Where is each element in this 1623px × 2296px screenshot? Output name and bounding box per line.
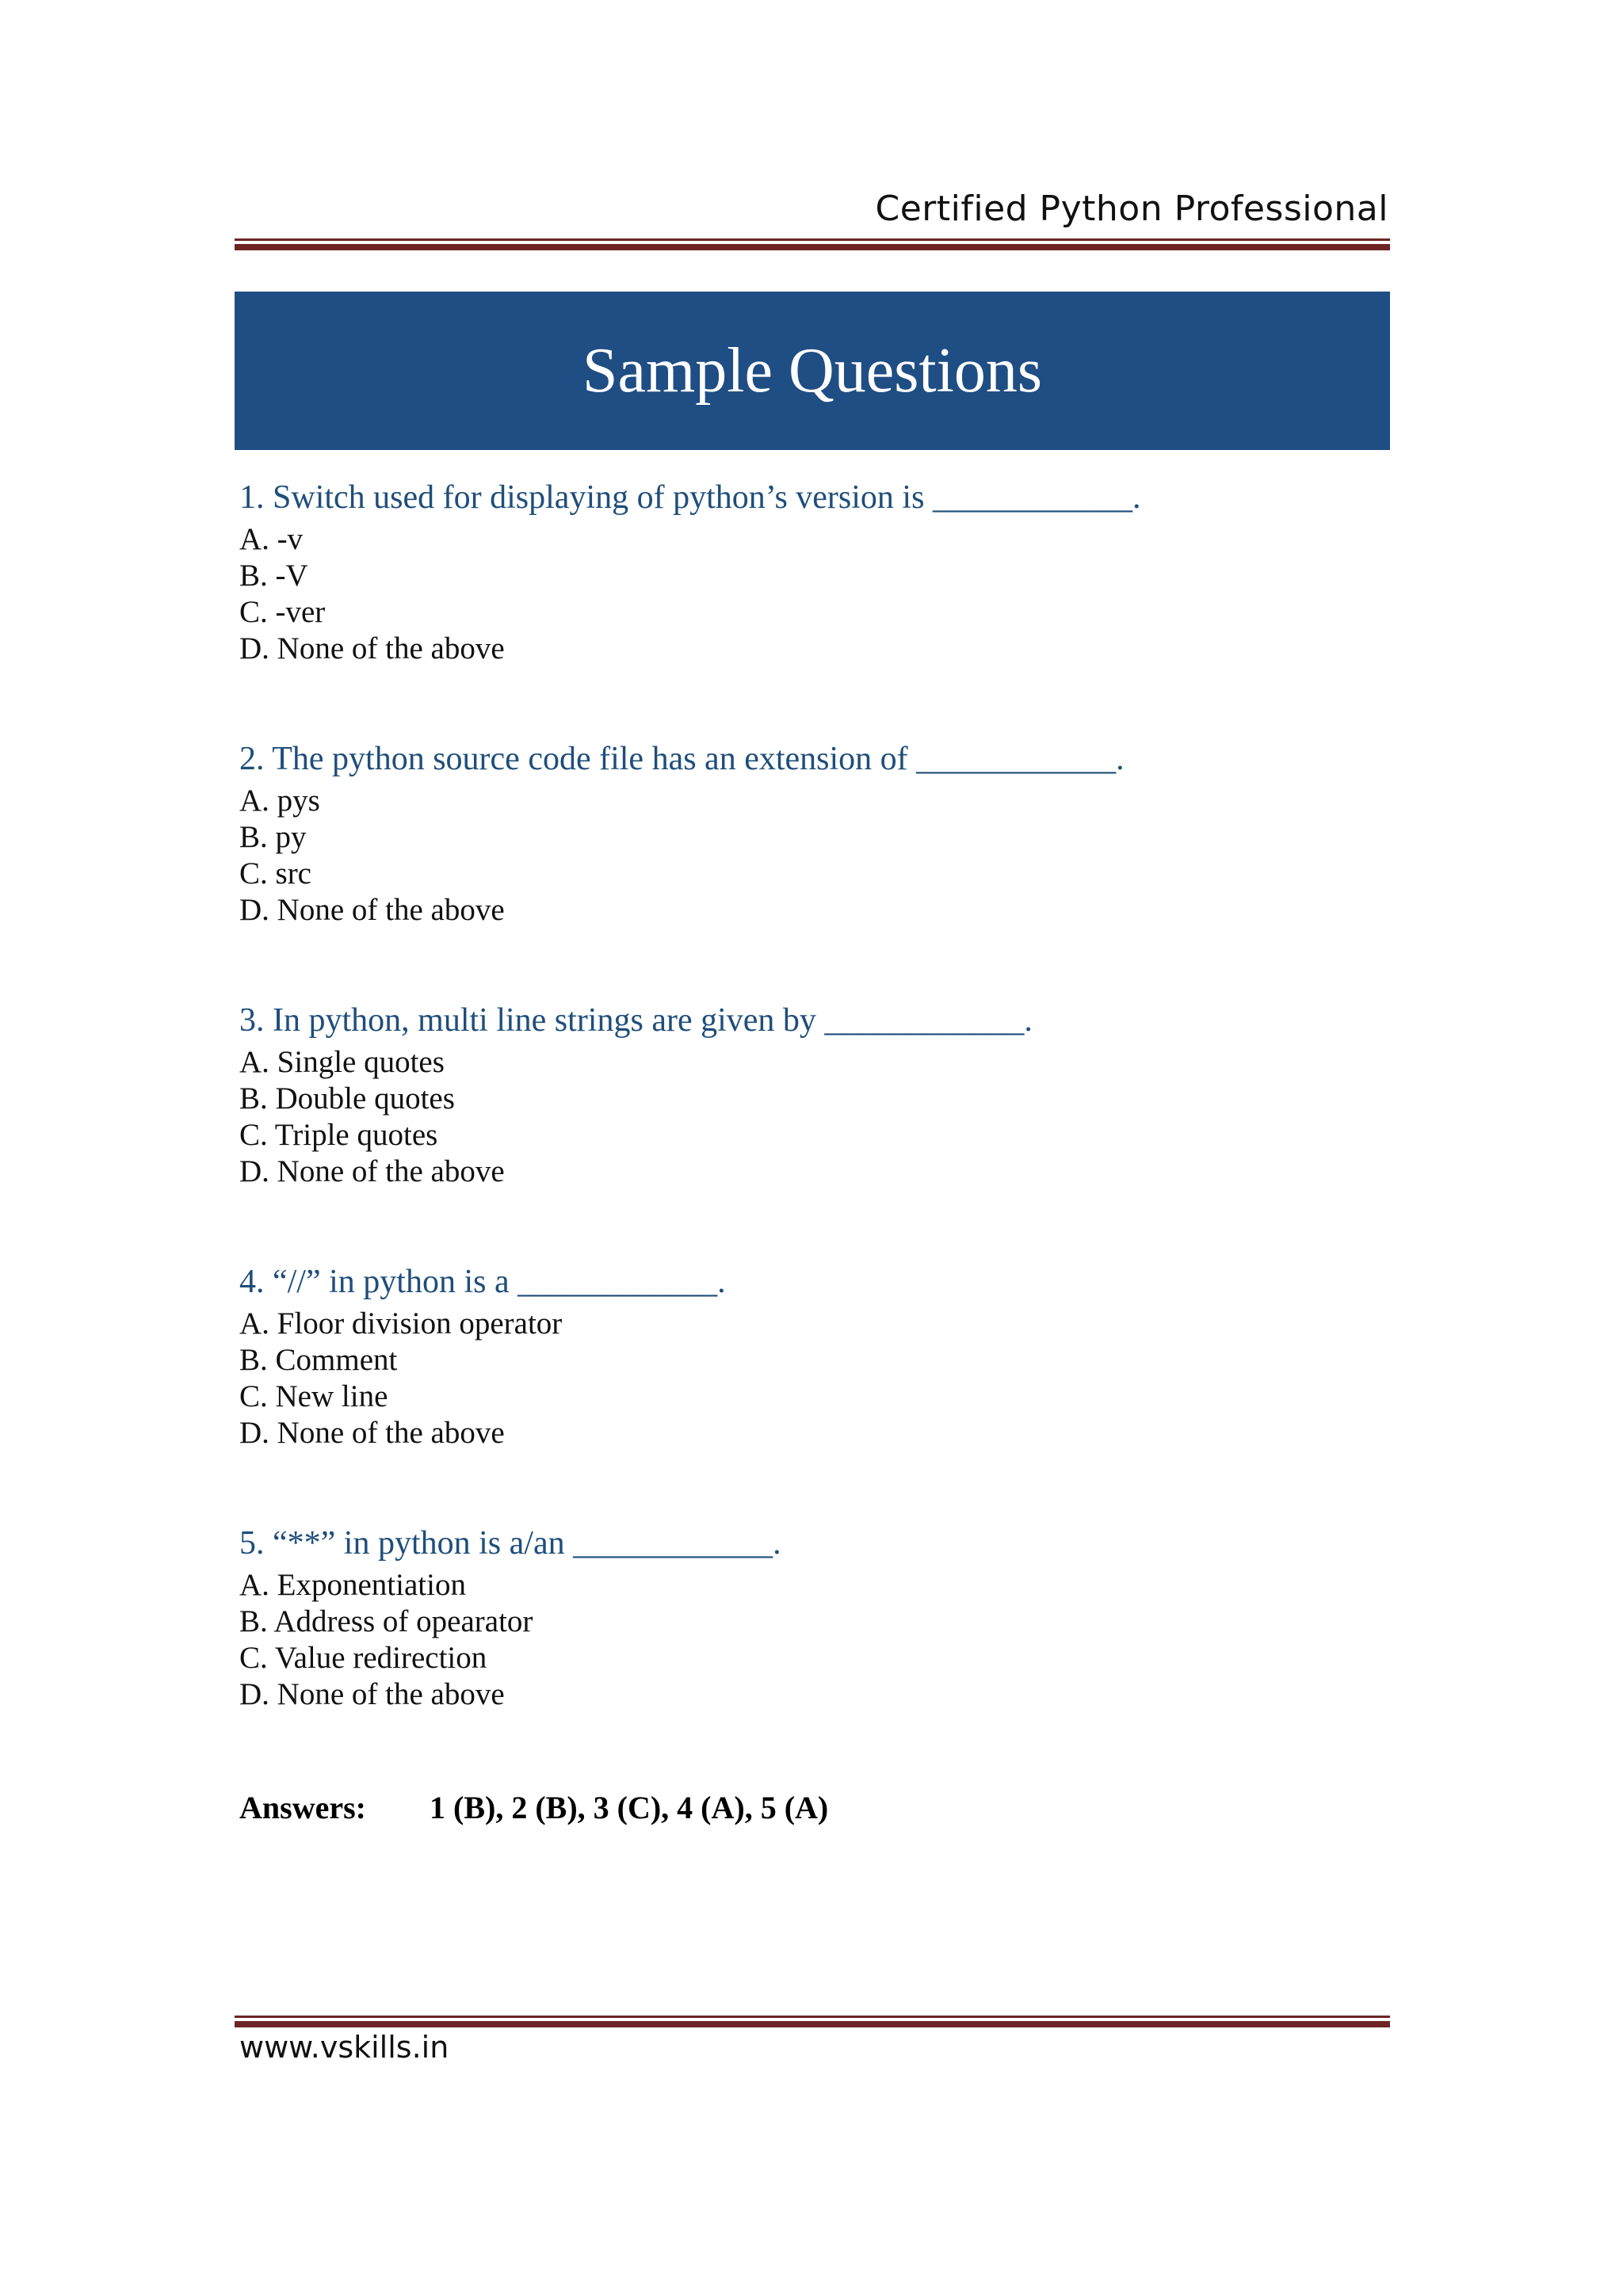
question-2: [239, 737, 1381, 998]
option-list: [239, 1567, 1381, 1713]
question-text: 2. The python source code file has an extension of ____________.: [239, 741, 1125, 777]
option-c: C. -ver: [239, 595, 326, 629]
footer-url: www.vskills.in: [239, 2030, 449, 2065]
question-text: 4. “//” in python is a ____________.: [239, 1264, 726, 1300]
option-d: D. None of the above: [239, 631, 505, 666]
option-a: A. Exponentiation: [239, 1568, 466, 1602]
option-d: D. None of the above: [239, 1154, 505, 1188]
answer-key-label: Answers:: [239, 1790, 366, 1825]
option-list: [239, 1306, 1381, 1451]
option-c: C. src: [239, 856, 311, 891]
footer-divider: [235, 2016, 1390, 2027]
option-b: B. py: [239, 820, 307, 854]
question-list: [239, 475, 1381, 1783]
option-a: A. Single quotes: [239, 1045, 445, 1079]
option-list: [239, 783, 1381, 929]
option-b: B. -V: [239, 559, 308, 593]
question-5: [239, 1521, 1381, 1783]
option-d: D. None of the above: [239, 893, 505, 927]
question-text: 5. “**” in python is a/an ____________.: [239, 1525, 781, 1562]
option-b: B. Address of opearator: [239, 1604, 533, 1638]
question-1: [239, 475, 1381, 737]
question-4: [239, 1260, 1381, 1521]
option-d: D. None of the above: [239, 1677, 505, 1711]
answer-key: [239, 1789, 828, 1826]
question-text: 3. In python, multi line strings are given by ____________.: [239, 1002, 1033, 1039]
option-b: B. Double quotes: [239, 1081, 455, 1116]
option-d: D. None of the above: [239, 1416, 505, 1450]
question-text: 1. Switch used for displaying of python’s version is ____________.: [239, 479, 1141, 516]
option-b: B. Comment: [239, 1343, 398, 1377]
document-header-title: Certified Python Professional: [875, 189, 1388, 229]
header-divider: [235, 238, 1390, 250]
option-c: C. Value redirection: [239, 1641, 487, 1675]
option-a: A. -v: [239, 522, 304, 556]
question-3: [239, 998, 1381, 1260]
option-c: C. Triple quotes: [239, 1118, 438, 1152]
option-c: C. New line: [239, 1379, 388, 1413]
option-list: [239, 1044, 1381, 1190]
answer-key-values: 1 (B), 2 (B), 3 (C), 4 (A), 5 (A): [430, 1790, 829, 1825]
option-a: A. pys: [239, 784, 320, 818]
option-list: [239, 521, 1381, 667]
title-banner: [235, 292, 1390, 450]
option-a: A. Floor division operator: [239, 1306, 563, 1341]
banner-title: Sample Questions: [582, 335, 1042, 406]
